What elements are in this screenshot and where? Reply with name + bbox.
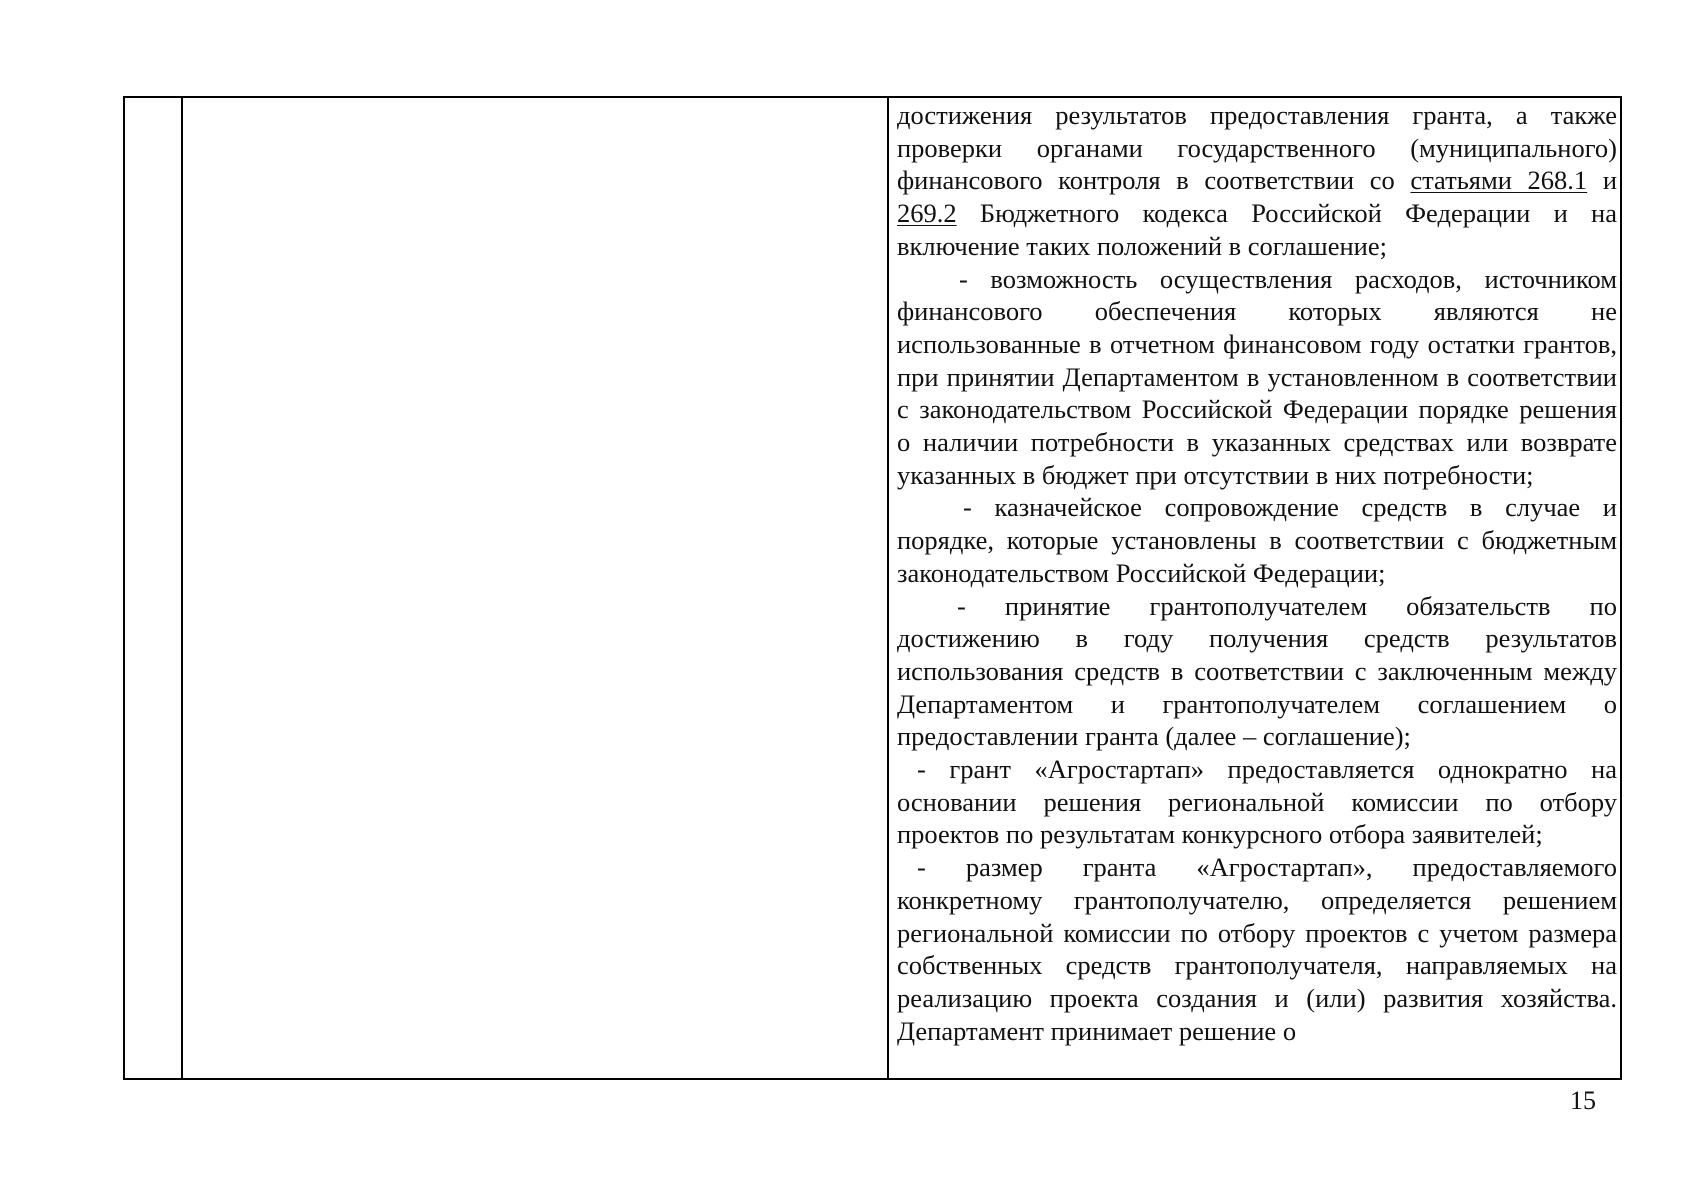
table-text-cell bbox=[897, 99, 1617, 1077]
paragraph-unused-balances: - возможность осуществления расходов, источником финансового обеспечения которых являются не использованные в отчетном финансовом году остатки грантов, при принятии Департаментом в установленном в соответствии с законодательством Российской Федерации порядке решения о наличии потребности в указанных средствах или возврате указанных в бюджет при отсутствии в них потребности; bbox=[897, 263, 1617, 490]
paragraph-verification bbox=[897, 99, 1617, 263]
paragraph-grant-size: - размер гранта «Агростартап», предоставляемого конкретному грантополучателю, определяется решением региональной комиссии по отбору проектов с учетом размера собственных средств грантополучателя, направляемых на реализацию проекта создания и (или) развития хозяйства. Департамент принимает решение о bbox=[897, 852, 1617, 1046]
paragraph-treasury-support: - казначейское сопровождение средств в случае и порядке, которые установлены в соответствии с бюджетным законодательством Российской Федерации; bbox=[897, 492, 1617, 588]
paragraph-text: и bbox=[1587, 165, 1617, 196]
article-269-2-link[interactable]: 269.2 bbox=[897, 198, 957, 229]
paragraph-obligations: - принятие грантополучателем обязательств по достижению в году получения средств результатов использования средств в соответствии с заключенным между Департаментом и грантополучателем соглашением о предоставлении гранта (далее – соглашение); bbox=[897, 590, 1617, 752]
paragraph-agrostartup-once: - грант «Агростартап» предоставляется однократно на основании решения региональной комиссии по отбору проектов по результатам конкурсного отбора заявителей; bbox=[897, 754, 1617, 850]
article-268-1-link[interactable]: статьями 268.1 bbox=[1410, 165, 1588, 196]
column-divider-right bbox=[887, 98, 889, 1078]
paragraph-text: Бюджетного кодекса Российской Федерации и на включение таких положений в соглашение; bbox=[897, 198, 1617, 261]
column-divider-left bbox=[181, 98, 183, 1078]
paragraph-text: достижения результатов предоставления гранта, а также проверки органами государственного (муниципального) финансового контроля в соответствии со bbox=[897, 100, 1617, 196]
document-table bbox=[123, 96, 1622, 1080]
page-number: 15 bbox=[1570, 1086, 1596, 1115]
